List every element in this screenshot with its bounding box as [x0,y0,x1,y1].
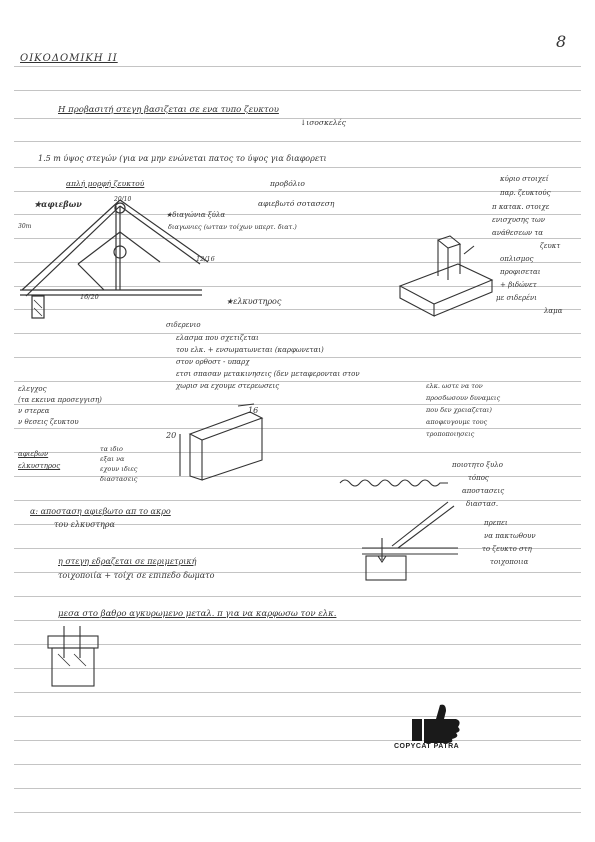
page-title: ΟΙΚΟΔΟΜΙΚΗ ΙΙ [20,53,118,64]
struct-text: αφιεβωτό σοτασεση [258,199,335,208]
dim-16: 16 [248,406,259,415]
left-note-3: ν στερεα [18,407,50,415]
cross-note-5: οπλισμος [500,255,534,263]
tie-7: προσδωσουν δυναμεις [426,394,501,402]
left-same-4: διαστασεις [100,475,138,483]
cross-note-7: + βιδώνετ [500,281,537,289]
cross-note-2: ενισχυσης των [492,216,545,224]
dim-30m: 30m [18,223,32,230]
afivon-label: ★αφιεβων [34,199,82,209]
cross-note-6: προφισεται [500,268,541,276]
tie-2: του ελκ. + ενσωματωνεται (καρφωνεται) [176,346,324,354]
roof-note-2: τοιχοποιία + τοίχι σε επιπεδο δωματο [58,571,215,580]
left-same-3: εχουν ιδιες [100,465,138,473]
main-parts-text: απλή μορφή ζευκτού [66,179,145,188]
tie-5: χωρισ να εχουμε στερεωσεις [176,382,280,390]
dim-20: 20 [166,431,177,440]
roof-note-1: η στεγη εδραζεται σε περιμετρική [58,557,197,566]
cross-note-8: με σιδερένι [496,294,537,302]
right-note-1: ποιοτητο ξυλο [452,461,503,469]
tie-1: ελασμα που σχετιζεται [176,334,259,342]
intro-subtext: ↓ισοσκελές [300,118,346,127]
dim-16-20: 16/20 [80,293,99,301]
left-same-2: εξαι να [100,455,125,463]
wavy-arrow [340,476,450,490]
tie-10: τροποποιησεις [426,430,475,438]
support-sketch [362,500,462,580]
right-note-2: τόπος [468,474,489,482]
roof-height-text: 1.5 m ύψος στεγών (για να μην ενώνεται πατος το ύψος για διαφορετι [38,154,327,163]
cross-note-9: λαμα [544,307,563,315]
intro-text: Η προβασιτή στεγη βασιζεται σε ενα τυπο ζευκτου [58,105,279,115]
tie-8: που δεν χρειαζεται) [426,406,492,414]
beam-section-sketch [176,404,270,480]
rest-note-1: πρεπει [484,519,508,527]
diag-label: ★διαγώνια ξύλα [166,211,226,219]
tie-head: σιδερενιο [166,321,201,329]
cross-note-1: π κατακ. στοιχε [492,203,550,211]
tie-4: ετσι σπασαν μετακινησεις (δεν μεταφερονται στον [176,370,360,378]
tie-6: ελκ. ωστε να τον [426,382,483,390]
copycat-logo [396,703,476,758]
tie-9: αποφευγουμε τους [426,418,488,426]
alpha-note: α: αποσταση αφιεβωτο απ το ακρο [30,507,171,516]
left-same-1: τα ιδιο [100,445,123,453]
diag-label-2: διαγωνιες (ωτταν τοίχων υπερτ. διατ.) [168,223,297,231]
watermark-text: COPYCAT PATRA [394,743,460,750]
left-note-1: ελεγχος [18,385,47,393]
left-note-4: ν θεσεις ζευκτου [18,418,79,426]
ankle-label: ★ελκυστηρος [226,297,282,306]
anchor-sketch [46,626,102,688]
alpha-note-2: του ελκυστηρα [54,520,115,529]
right-note-3: αποστασεις [462,487,505,495]
tie-3: στον ορθοστ - υπαρχ [176,358,250,366]
rest-note-3: το ζευκτο στη [482,545,532,553]
left-afivon: αφιεβων [18,450,49,458]
dim-20-10: 20/10 [114,196,132,203]
right-note-4: διαστασ. [466,500,499,508]
dim-12-16: 12/16 [196,255,215,263]
left-note-2: (τα εκεινα προσεγγιση) [18,396,102,404]
cross-note-3: ανάθεσεων τα [492,229,544,237]
purlin-text-2: παρ. ζευκτούς [500,189,551,197]
beam-note: μεσα στο βαθρο αγκυρωμενο μεταλ. π για να καρφωσω τον ελκ. [58,609,337,619]
prod-text: προβόλιο [270,179,305,188]
purlin-text: κύριο στοιχεί [500,175,549,183]
joint-sketch [398,236,494,316]
cross-note-4: ζευκτ [540,242,561,250]
page-number: 8 [556,32,567,51]
thumbs-up-icon [396,703,476,745]
rest-note-4: τοιχοποιια [490,558,529,566]
rest-note-2: να πακτωθουν [484,532,536,540]
left-ankle: ελκυστηρος [18,462,61,470]
